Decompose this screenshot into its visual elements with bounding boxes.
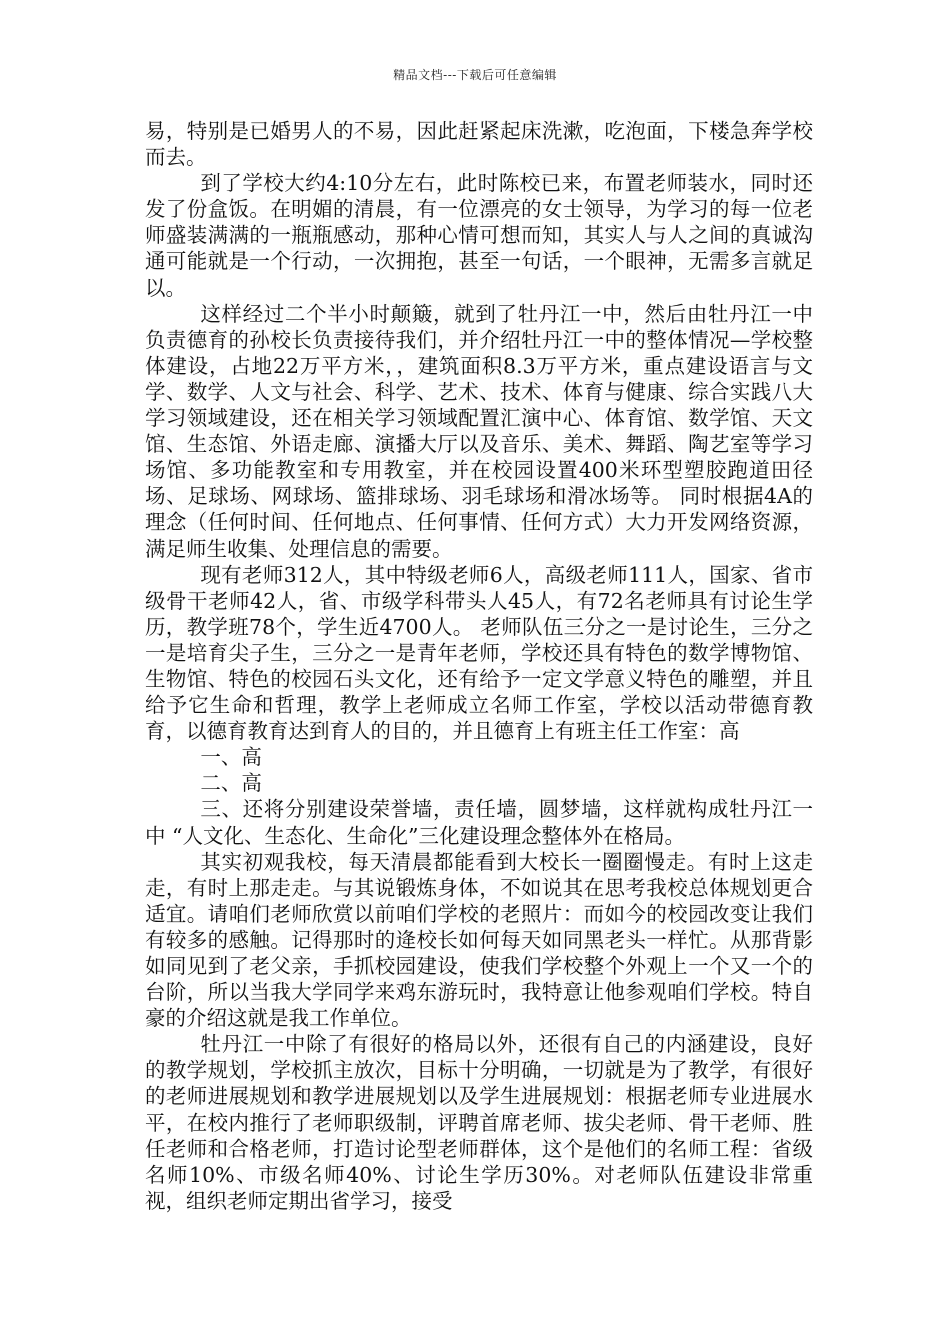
paragraph: 易，特别是已婚男人的不易，因此赶紧起床洗漱，吃泡面，下楼急奔学校而去。 bbox=[145, 119, 813, 170]
paragraph: 到了学校大约4:10分左右，此时陈校已来，布置老师装水，同时还发了份盒饭。在明媚的清晨，有一位漂亮的女士领导，为学习的每一位老师盛装满满的一瓶瓶感动，那种心情可想而知，其实人与人之间的真诚沟通可能就是一个行动，一次拥抱，甚至一句话，一个眼神，无需多言就足以。 bbox=[145, 171, 813, 300]
paragraph: 这样经过二个半小时颠簸，就到了牡丹江一中，然后由牡丹江一中负责德育的孙校长负责接待我们，并介绍牡丹江一中的整体情况—学校整体建设，占地22万平方米，，建筑面积8.3万平方米，重点建设语言与文学、数学、人文与社会、科学、艺术、技术、体育与健康、综合实践八大学习领域建设，还在相关学习领域配置汇演中心、体育馆、数学馆、天文馆、生态馆、外语走廊、演播大厅以及音乐、美术、舞蹈、陶艺室等学习场馆、多功能教室和专用教室，并在校园设置400米环型塑胶跑道田径场、足球场、网球场、篮排球场、羽毛球场和滑冰场等。 同时根据4A的理念（任何时间、任何地点、任何事情、任何方式）大力开发网络资源，满足师生收集、处理信息的需要。 bbox=[145, 301, 813, 561]
list-item: 二、高 bbox=[200, 771, 262, 796]
list-item: 一、高 bbox=[200, 745, 262, 770]
document-body bbox=[145, 118, 813, 1214]
page-header: 精品文档---下载后可任意编辑 bbox=[393, 68, 557, 82]
list-item: 三、还将分别建设荣誉墙，责任墙，圆梦墙，这样就构成牡丹江一中 “人文化、生态化、生命化”三化建设理念整体外在格局。 bbox=[145, 797, 813, 848]
paragraph: 现有老师312人，其中特级老师6人，高级老师111人，国家、省市级骨干老师42人，省、市级学科带头人45人，有72名老师具有讨论生学历，教学班78个，学生近4700人。 老师队伍三分之一是讨论生，三分之一是培育尖子生，三分之一是青年老师，学校还具有特色的数学博物馆、生物馆、特色的校园石头文化，还有给予一定文学意义特色的雕塑，并且给予它生命和哲理，教学上老师成立名师工作室，学校以活动带德育教育，以德育教育达到育人的目的，并且德育上有班主任工作室：高 bbox=[145, 562, 813, 744]
paragraph: 牡丹江一中除了有很好的格局以外，还很有自己的内涵建设，良好的教学规划，学校抓主放次，目标十分明确，一切就是为了教学，有很好的老师进展规划和教学进展规划以及学生进展规划：根据老师专业进展水平，在校内推行了老师职级制，评聘首席老师、拔尖老师、骨干老师、胜任老师和合格老师，打造讨论型老师群体，这个是他们的名师工程：省级名师10%、市级名师40%、讨论生学历30%。对老师队伍建设非常重视，组织老师定期出省学习，接受 bbox=[145, 1032, 813, 1213]
paragraph: 其实初观我校，每天清晨都能看到大校长一圈圈慢走。有时上这走走，有时上那走走。与其说锻炼身体，不如说其在思考我校总体规划更合适宜。请咱们老师欣赏以前咱们学校的老照片：而如今的校园改变让我们有较多的感触。记得那时的逄校长如何每天如同黑老头一样忙。从那背影如同见到了老父亲，手抓校园建设，使我们学校整个外观上一个又一个的台阶，所以当我大学同学来鸡东游玩时，我特意让他参观咱们学校。特自豪的介绍这就是我工作单位。 bbox=[145, 849, 813, 1031]
